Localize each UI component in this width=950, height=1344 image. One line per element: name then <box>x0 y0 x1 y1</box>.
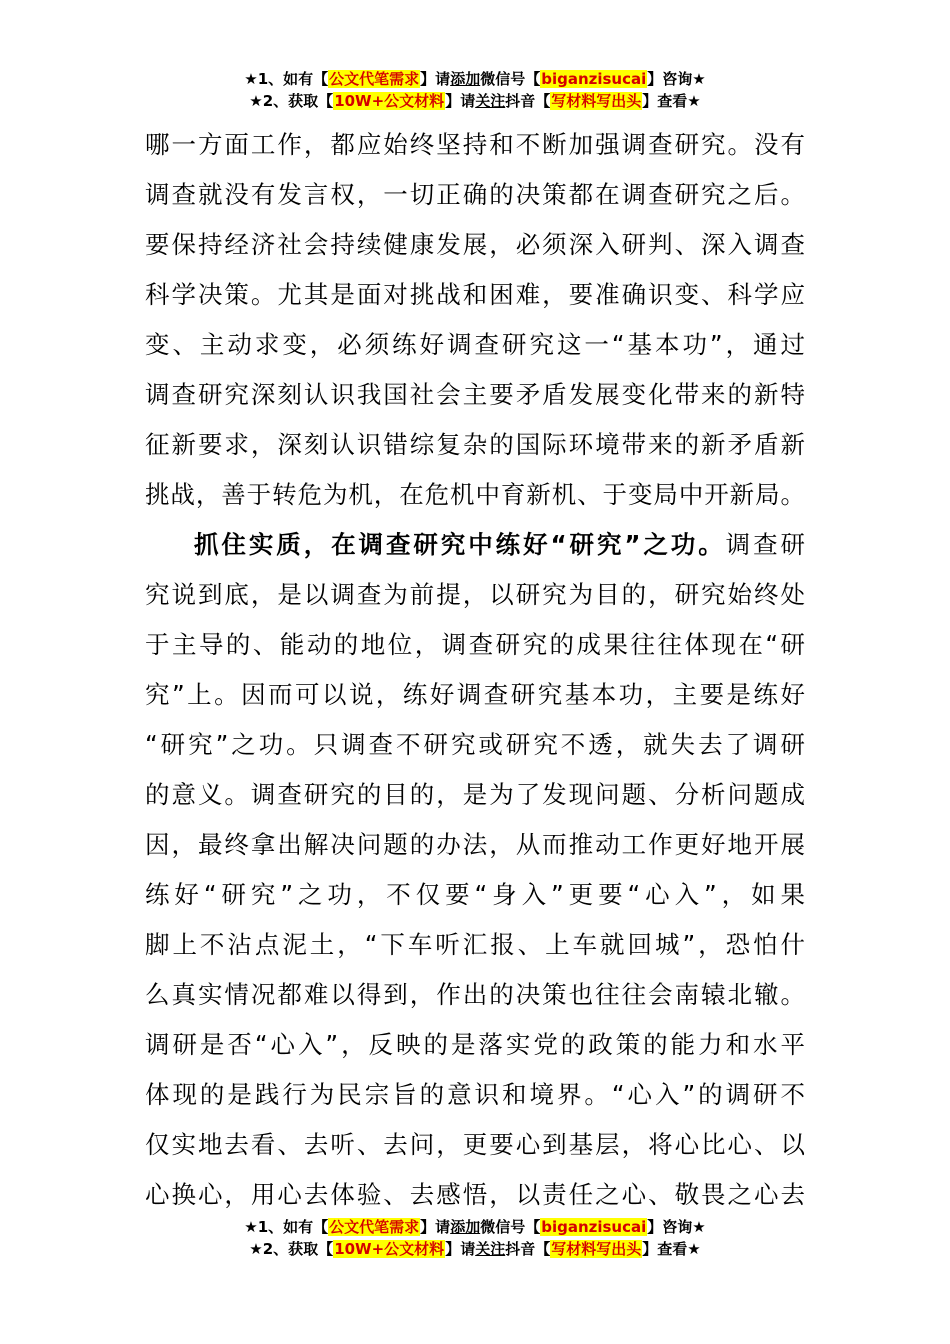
body-line: 科学决策。尤其是面对挑战和困难，要准确识变、科学应 <box>145 280 805 309</box>
body-line: 调查就没有发言权，一切正确的决策都在调查研究之后。 <box>145 180 805 209</box>
highlight-materials: 10W+公文材料 <box>334 92 445 110</box>
banner-text: ★2、获取【 <box>249 1240 334 1258</box>
body-line: 么真实情况都难以得到，作出的决策也往往会南辕北辙。 <box>145 980 805 1009</box>
banner-text: 】查看★ <box>642 92 701 110</box>
body-line: 练好“研究”之功，不仅要“身入”更要“心入”，如果 <box>145 880 805 909</box>
body-line: 的意义。调查研究的目的，是为了发现问题、分析问题成 <box>145 780 805 809</box>
banner-line-2 <box>0 1238 950 1260</box>
banner-text: 】查看★ <box>642 1240 701 1258</box>
paragraph-heading: 抓住实质，在调查研究中练好“研究”之功。 <box>194 530 726 559</box>
footer-banner <box>0 1216 950 1260</box>
underlined-text: 添加 <box>450 70 481 88</box>
banner-text: 微信号【 <box>480 70 541 88</box>
banner-line-1 <box>0 68 950 90</box>
underlined-text: 关注 <box>475 92 506 110</box>
body-line: 哪一方面工作，都应始终坚持和不断加强调查研究。没有 <box>145 130 805 159</box>
body-line: 心换心，用心去体验、去感悟，以责任之心、敬畏之心去 <box>145 1180 805 1209</box>
banner-text: ★1、如有【 <box>244 1218 329 1236</box>
body-line: 脚上不沾点泥土，“下车听汇报、上车就回城”，恐怕什 <box>145 930 805 959</box>
body-line: 因，最终拿出解决问题的办法，从而推动工作更好地开展 <box>145 830 805 859</box>
body-text: 调查研 <box>725 530 806 559</box>
highlight-service: 公文代笔需求 <box>329 70 420 88</box>
body-line: 究”上。因而可以说，练好调查研究基本功，主要是练好 <box>145 680 805 709</box>
banner-text: 抖音【 <box>505 1240 551 1258</box>
highlight-wechat-id: biganzisucai <box>541 1218 647 1236</box>
highlight-materials: 10W+公文材料 <box>334 1240 445 1258</box>
body-line: “研究”之功。只调查不研究或研究不透，就失去了调研 <box>145 730 805 759</box>
banner-text: 】请 <box>420 1218 451 1236</box>
highlight-douyin-account: 写材料写出头 <box>551 1240 642 1258</box>
body-line: 征新要求，深刻认识错综复杂的国际环境带来的新矛盾新 <box>145 430 805 459</box>
header-banner <box>0 68 950 112</box>
banner-line-2 <box>0 90 950 112</box>
body-line: 要保持经济社会持续健康发展，必须深入研判、深入调查 <box>145 230 805 259</box>
banner-line-1 <box>0 1216 950 1238</box>
banner-text: 微信号【 <box>480 1218 541 1236</box>
banner-text: 】咨询★ <box>647 70 706 88</box>
banner-text: ★2、获取【 <box>249 92 334 110</box>
banner-text: 抖音【 <box>505 92 551 110</box>
body-line: 调研是否“心入”，反映的是落实党的政策的能力和水平 <box>145 1030 805 1059</box>
banner-text: 】请 <box>445 92 476 110</box>
body-line: 于主导的、能动的地位，调查研究的成果往往体现在“研 <box>145 630 805 659</box>
body-line: 变、主动求变，必须练好调查研究这一“基本功”，通过 <box>145 330 805 359</box>
body-line: 调查研究深刻认识我国社会主要矛盾发展变化带来的新特 <box>145 380 805 409</box>
banner-text: 】咨询★ <box>647 1218 706 1236</box>
banner-text: 】请 <box>420 70 451 88</box>
highlight-wechat-id: biganzisucai <box>541 70 647 88</box>
body-line: 究说到底，是以调查为前提，以研究为目的，研究始终处 <box>145 580 805 609</box>
paragraph-heading-line <box>145 520 805 570</box>
document-body <box>145 120 805 1220</box>
highlight-service: 公文代笔需求 <box>329 1218 420 1236</box>
underlined-text: 关注 <box>475 1240 506 1258</box>
highlight-douyin-account: 写材料写出头 <box>551 92 642 110</box>
body-line: 挑战，善于转危为机，在危机中育新机、于变局中开新局。 <box>145 480 805 509</box>
body-line: 体现的是践行为民宗旨的意识和境界。“心入”的调研不 <box>145 1080 805 1109</box>
banner-text: 】请 <box>445 1240 476 1258</box>
underlined-text: 添加 <box>450 1218 481 1236</box>
banner-text: ★1、如有【 <box>244 70 329 88</box>
body-line: 仅实地去看、去听、去问，更要心到基层，将心比心、以 <box>145 1130 805 1159</box>
